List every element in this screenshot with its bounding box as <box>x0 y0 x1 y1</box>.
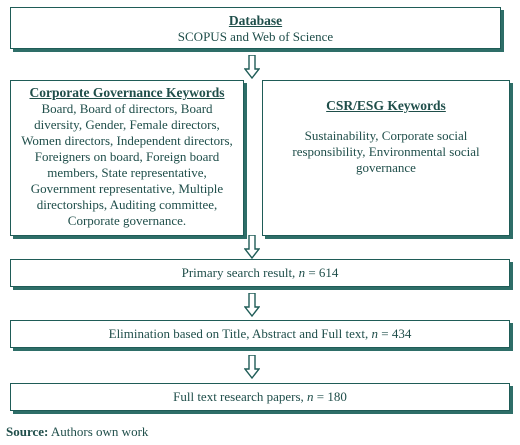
full-text-count: = 180 <box>313 389 347 404</box>
cg-keywords-line: Government representative, Multiple <box>30 181 224 196</box>
primary-search-count: = 614 <box>305 265 339 280</box>
elimination-n: n <box>371 326 379 341</box>
full-text-box <box>10 383 510 411</box>
database-box <box>10 7 501 49</box>
arrow-down-icon <box>244 55 260 79</box>
elimination-text: Elimination based on Title, Abstract and Full text, <box>108 326 372 341</box>
cg-keywords-line: Corporate governance. <box>67 213 187 228</box>
elimination-box <box>10 320 510 348</box>
cg-keywords-title: Corporate Governance Keywords <box>29 85 225 100</box>
full-text-n: n <box>307 389 314 404</box>
source-note <box>6 424 148 440</box>
arrow-down-icon <box>244 235 260 259</box>
cg-keywords-line: members, State representative, <box>47 165 207 180</box>
primary-search-text: Primary search result, <box>181 265 299 280</box>
csr-keywords-line: Sustainability, Corporate social <box>304 128 468 143</box>
cg-keywords-line: directorships, Auditing committee, <box>36 197 218 212</box>
cg-keywords-line: diversity, Gender, Female directors, <box>34 117 220 132</box>
database-text: SCOPUS and Web of Science <box>177 29 334 44</box>
source-text: Authors own work <box>48 424 149 439</box>
primary-search-n: n <box>298 265 306 280</box>
csr-keywords-line: responsibility, Environmental social <box>292 144 480 159</box>
database-title: Database <box>228 13 283 28</box>
cg-keywords-line: Foreigners on board, Foreign board <box>34 149 220 164</box>
full-text-text: Full text research papers, <box>173 389 308 404</box>
cg-keywords-box <box>10 80 244 236</box>
csr-keywords-box <box>262 80 510 236</box>
csr-keywords-line: governance <box>356 160 416 175</box>
source-label: Source: <box>6 424 49 439</box>
cg-keywords-line: Women directors, Independent directors, <box>21 133 233 148</box>
cg-keywords-line: Board, Board of directors, Board <box>41 101 213 116</box>
arrow-down-icon <box>244 293 260 317</box>
primary-search-box <box>10 259 510 287</box>
arrow-down-icon <box>244 355 260 379</box>
elimination-count: = 434 <box>378 326 412 341</box>
csr-keywords-title: CSR/ESG Keywords <box>326 98 446 113</box>
